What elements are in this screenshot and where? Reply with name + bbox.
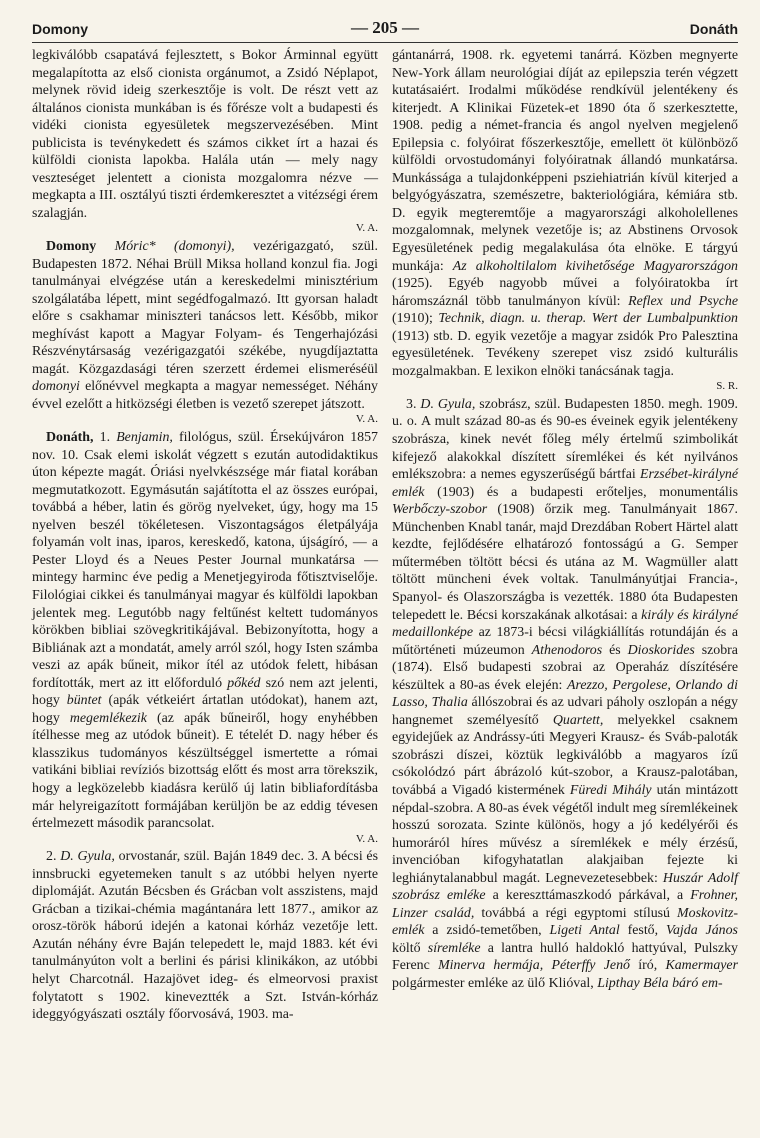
entry-donath-gyula-doctor: 2. D. Gyula, orvostanár, szül. Baján 1849 dec. 3. A bécsi és innsbrucki egyetemeken tanult s az utóbbi helyen nyerte diplomáját. Azután Bécsben és Grácban volt asszistens, majd Grácban a tizikai-chémia magántanára lett 1877., amikor az orosz-török háború idején a katonai kórház vezetője lett. Azután néhány évre Baján telepedett le, majd 1883. két évi tanulmányúton volt a berlini és párisi klinikákon, az utóbbi helyt Charcotnál. Hazajövet ideg- és elmeorvosi praxist folytatott s 1902. kineveztték a Szt. István-kórház ideggyógyászati osztály főorvosává, 1903. ma- [32, 849, 378, 1023]
entry-donath-gyula-sculptor: 3. D. Gyula, szobrász, szül. Budapesten 1850. megh. 1909. u. o. A mult század 80-as és 90-es éveinek egyik jelentékeny szobrásza, kinek nevét főleg mély értelmű szimbolikát kifejező alakokkal díszített síremlékei és két nyilvános emlékszobra: a nemes egyszerűségű bártfai Erzsébet-királyné emlék (1903) és a budapesti erőteljes, monumentális Werbőczy-szobor (1908) őrzik meg. Tanulmányait 1867. Münchenben Knabl tanár, majd Drezdában Robert Härtel alatt kezdte, fejlődésére elhatározó fontosságú a G. Semper műtermében töltött bécsi és utána az M. Wagmüller alatt töltött müncheni évek voltak. Tanulmányútjai Francia-, Spanyol- és Olaszországba is vezették. 1880 óta Budapesten telepedett le. Bécsi korszakának alkotásai: a király és királyné medaillonképe az 1873-i bécsi világkiállítás rotundáján és a műtörténeti múzeumon Athenodoros és Dioskorides szobra (1874). Első budapesti szobrai az Operaház díszítésére készültek a 80-as évek elején: Arezzo, Pergolese, Orlando di Lasso, Thalia állószobrai és az udvari páholy oszlopán a négy hangnemet személyesítő Quartett, melyekkel csaknem egyidejűek az Andrássy-úti Megyeri Krausz- és Sváb-paloták szobrászi díszei, köztük legkiválóbb a magyaros ízű csókolódzó párt ábrázoló kút-szobor, a Krausz-palotában, továbbá a Vigadó kistermének Füredi Mihály után mintázott népdal-szobra. A 80-as évek végétől indult meg síremlékeinek hosszú sorozata. Szinte különös, hogy a jó kedélyérői és humoráról híres művész a síremlékek e mély érzésű, invencióban kifogyhatatlan alakjaiban fejezte ki leghiánytalanabbul magát. Legnevezetesebbek: Huszár Adolf szobrász emléke a kereszttámaszkodó párkával, a Frohner, Linzer család, továbbá a régi egyptomi stílusú Moskovitz-emlék a zsidó-temetőben, Ligeti Antal festő, Vajda János költő síremléke a lantra hulló haldokló hattyúval, Pulszky Ferenc Minerva hermája, Péterffy Jenő író, Kamermayer polgármester emléke az ülő Klióval, Lipthay Béla báró em- [392, 396, 739, 991]
paragraph: legkiválóbb csapatává fejlesztett, s Bokor Árminnal együtt megalapította az első cionista orgánumot, a Zsidó Néplapot, melynek rövid ideig szerkesztője is volt. De részt vett az általános cionista munkában is és főrésze volt a budapesti és vidéki cionista egyesületek megszervezésében. Mint publicista is tevénykedett és számos cikket írt a hazai és külföldi cionista lapokba. Halála után — mely nagy veszteséget jelentett a cionista mozgalomra nézve — megkapta a III. osztályú tiszti érdemkeresztet a vitézségi érem szalagján. V. A. [32, 47, 378, 238]
author-signature: V. A. [355, 222, 378, 235]
page-number: — 205 — [351, 18, 419, 37]
left-column [32, 47, 378, 1024]
page-header [32, 18, 738, 43]
right-column [392, 47, 738, 1024]
header-left-word: Domony [32, 21, 88, 37]
entry-headword: Donáth, [46, 430, 94, 446]
paragraph: gántanárrá, 1908. rk. egyetemi tanárrá. Közben megnyerte New-York állam neurológiai díját az epilepszia terén végzett kutatásaiért. Irodalmi működése rendkívül jelentékeny és kiterjedt. A Klinikai Füzetek-et 1890 óta ő szerkesztette, 1908. pedig a német-francia és angol nyelven megjelenő Epilepsia c. folyóirat főszerkesztője, emellett öt különböző külföldi orvostudományi folyóiratnak állandó munkatársa. Munkássága a tulajdonképpeni psziehiatrián kívül kiterjed a belgyógyászatra, szemészetre, bakteriológiára, kémiára stb. D. egyik megteremtője a magyarországi alkoholellenes mozgalomnak, melynek vezetője is; az Abstinens Orvosok Egyesületének pedig megalakulása óta elnöke. E tárgyú munkája: Az alkoholtilalom kivihetősége Magyarországon (1925). Egyéb nagyobb művei a folyóiratokba írt háromszáznál több tanulmányon kívül: Reflex und Psyche (1910); Technik, diagn. u. therap. Wert der Lumbalpunktion (1913) stb. D. egyik vezetője a magyar zsidók Pro Palesztina egyesületének. Tevékeny szerepet visz zsidó kulturális mozgalmakban. E lexikon elnöki tanácsának tagja. S. R. [392, 47, 738, 396]
author-signature: V. A. [355, 832, 378, 845]
entry-headword: Domony [46, 239, 97, 255]
text-columns [32, 47, 738, 1024]
author-signature: V. A. [355, 413, 378, 426]
header-right-word: Donáth [689, 21, 738, 37]
entry-domony-moric: Domony Móric* (domonyi), vezérigazgató, szül. Budapesten 1872. Néhai Brüll Miksa holland konzul fia. Jogi tanulmányai elvégzése után a kereskedelmi minisztérium szolgálatába lépett, mint segédfogalmazó. Itt gyorsan haladt előre s csakhamar miniszteri tanácsos lett. Később, mikor meghívást kapott a Magyar Folyam- és Tengerhajózási Részvénytársaság vezérigazgatói székébe, nyugdíjaztatta magát. Közgazdasági téren szerzett érdemei elismeréséül domonyi előnévvel megkapta a magyar nemességet. Néhány évvel ezelőtt a hitközségi életben is vezető szerepet játszott. V. A. [32, 238, 378, 429]
entry-donath-benjamin: Donáth, 1. Benjamin, filológus, szül. Érsekújváron 1857 nov. 10. Csak elemi iskolát végzett s ezután autodidaktikus úton képezte magát. Óriási nyelvkészsége már fiatal korában megmutatkozott. Egymásután sajátította el az összes európai, továbbá a héber, latin és görög nyelveket, úgy, hogy ma 15 nyelven beszél tökéletesen. Viszontagságos életpályája folyamán volt inas, iparos, kereskedő, katona, újságíró, — a Pester Lloyd és a Neues Pester Journal munkatársa — mintegy harminc éve pedig a Menetjegyiroda főtisztviselője. Filológiai cikkei és tanulmányai magyar és külföldi lapokban jelentek meg. Legutóbb nagy feltűnést keltett tudományos körökben bibliai szövegkritikájával. Bebizonyította, hogy a Bibliának azt a mondatát, amely arról szól, hogy Isten számba veszi az apák bűneit, mikor ítél az utódok felett, hibásan fordították, mert az itt előforduló pőkéd szó nem azt jelenti, hogy büntet (apák vétkeiért ártatlan utódokat), hanem azt, hogy megemlékezik (az apák bűneiről, hogy enyhébben ítélhesse meg az utódok bűneit). E tételét D. nagy héber és klasszikus tudományos készültséggel ismertette a római vatikáni bibliai revíziós bizottság előtt és most arra törekszik, hogy a legközelebb kiadásra kerülő új latin bibliafordításba már helyreigazított formájában kerüljön be az eddig tévesen értelmezett második parancsolat. V. A. [32, 429, 378, 848]
author-signature: S. R. [716, 380, 738, 393]
